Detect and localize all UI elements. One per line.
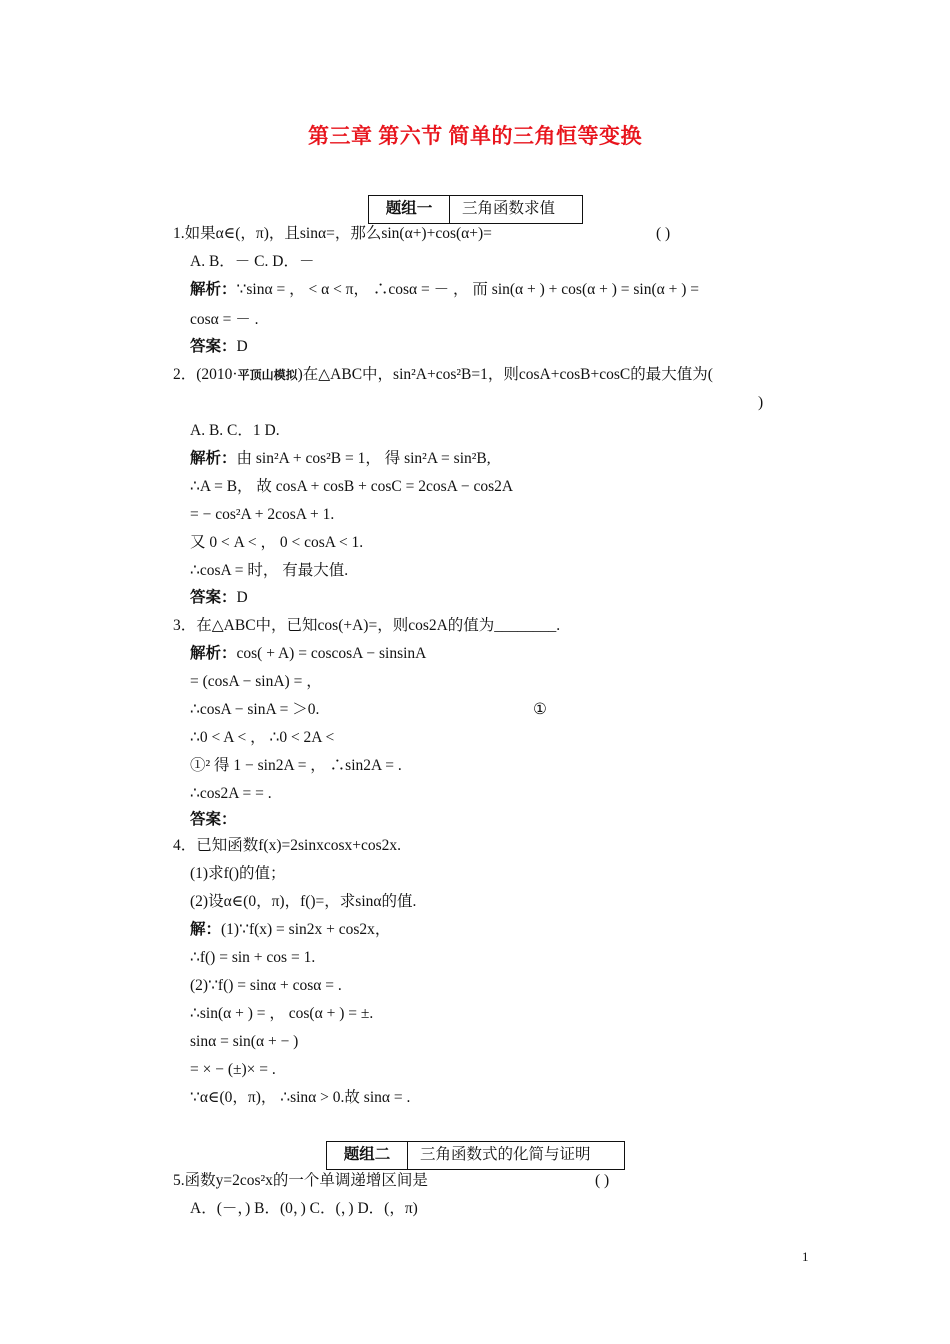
q3-analysis-label: 解析： xyxy=(190,645,237,662)
q4-solution-7: ∵α∈(0，π)， ∴sinα > 0.故 sinα = . xyxy=(190,1089,411,1106)
q3-answer xyxy=(190,810,237,830)
q5-paren: ( ) xyxy=(595,1172,610,1189)
q2-stem xyxy=(173,365,713,385)
q2-answer-value: D xyxy=(236,589,248,606)
group-1-name: 三角函数求值 xyxy=(462,200,556,217)
q4-part-1: (1)求f()的值； xyxy=(190,865,286,882)
q2-options: A. B. C．1 D. xyxy=(190,422,280,439)
q1-analysis-text-2: cosα = － . xyxy=(190,311,259,328)
q3-analysis-5: ①² 得 1 − sin2A = ， ∴sin2A = . xyxy=(190,757,402,774)
q3-analysis-4: ∴0 < A < ， ∴0 < 2A < xyxy=(190,729,335,746)
q1-answer xyxy=(190,337,248,357)
q1-answer-value: D xyxy=(236,338,248,355)
group-2-name: 三角函数式的化简与证明 xyxy=(420,1146,591,1163)
page-number: 1 xyxy=(802,1249,809,1264)
q2-analysis-label: 解析： xyxy=(190,450,237,467)
group-2-header xyxy=(326,1141,625,1170)
q4-solution-2: ∴f() = sin + cos = 1. xyxy=(190,949,316,966)
q4-stem: 4．已知函数f(x)=2sinxcosx+cos2x. xyxy=(173,837,402,854)
q2-analysis-1: 由 sin²A + cos²B = 1， 得 sin²A = sin²B, xyxy=(236,450,491,467)
q5-options: A．(－，) B．(0，) C．(，) D．(，π) xyxy=(190,1200,418,1217)
q2-analysis-2: ∴A = B， 故 cosA + cosB + cosC = 2cosA − cos2A xyxy=(190,478,514,495)
q4-solution-5: sinα = sin(α + − ) xyxy=(190,1033,299,1050)
q3-analysis-1: cos( + A) = coscosA − sinsinA xyxy=(236,645,427,662)
q3-analysis-6: ∴cos2A = = . xyxy=(190,785,272,802)
q2-answer xyxy=(190,588,248,608)
group-1-header xyxy=(368,195,583,224)
q2-answer-label: 答案： xyxy=(190,589,237,606)
q4-solution xyxy=(190,920,390,940)
q1-analysis xyxy=(190,280,699,300)
q2-analysis-4: 又 0 < A < ， 0 < cosA < 1. xyxy=(190,534,364,551)
q3-analysis-3: ∴cosA − sinA = ＞0. xyxy=(190,701,320,718)
q4-solution-6: = × − (±)× = . xyxy=(190,1061,276,1078)
q2-stem-a: 2．(2010· xyxy=(173,366,238,383)
q4-solution-4: ∴sin(α + ) = ， cos(α + ) = ±. xyxy=(190,1005,374,1022)
q3-stem: 3．在△ABC中，已知cos(+A)=，则cos2A的值为________. xyxy=(173,617,561,634)
q1-paren: ( ) xyxy=(656,225,671,242)
q4-solution-3: (2)∵f() = sinα + cosα = . xyxy=(190,977,342,994)
q4-solution-label: 解： xyxy=(190,921,222,938)
q2-analysis-3: = − cos²A + 2cosA + 1. xyxy=(190,506,335,523)
q3-analysis-2: = (cosA − sinA) = ， xyxy=(190,673,322,690)
page-title: 第三章 第六节 简单的三角恒等变换 xyxy=(308,124,642,148)
q1-analysis-label: 解析： xyxy=(190,281,237,298)
q2-paren-end: ) xyxy=(758,394,764,411)
q1-options: A. B．－ C. D．－ xyxy=(190,253,315,270)
q4-part-2: (2)设α∈(0，π)，f()=，求sinα的值. xyxy=(190,893,417,910)
q2-analysis-5: ∴cosA = 时， 有最大值. xyxy=(190,562,349,579)
q3-answer-label: 答案： xyxy=(190,811,237,828)
q3-analysis xyxy=(190,644,426,664)
group-2-label: 题组二 xyxy=(327,1142,408,1169)
group-1-label: 题组一 xyxy=(369,196,450,223)
q4-solution-1: (1)∵f(x) = sin2x + cos2x， xyxy=(221,921,391,938)
q2-stem-b: )在△ABC中，sin²A+cos²B=1，则cosA+cosB+cosC的最大值为( xyxy=(297,366,713,383)
q3-equation-marker: ① xyxy=(533,701,547,718)
q2-analysis xyxy=(190,449,491,469)
q1-analysis-text-1: ∵sinα = ， < α < π， ∴cosα = － ， 而 sin(α + ) + cos(α + ) = sin(α + ) = xyxy=(236,281,700,298)
q1-answer-label: 答案： xyxy=(190,338,237,355)
q1-stem: 1.如果α∈(，π)，且sinα=，那么sin(α+)+cos(α+)= xyxy=(173,225,492,242)
q2-source: 平顶山模拟 xyxy=(237,368,298,382)
q5-stem: 5.函数y=2cos²x的一个单调递增区间是 xyxy=(173,1172,428,1189)
